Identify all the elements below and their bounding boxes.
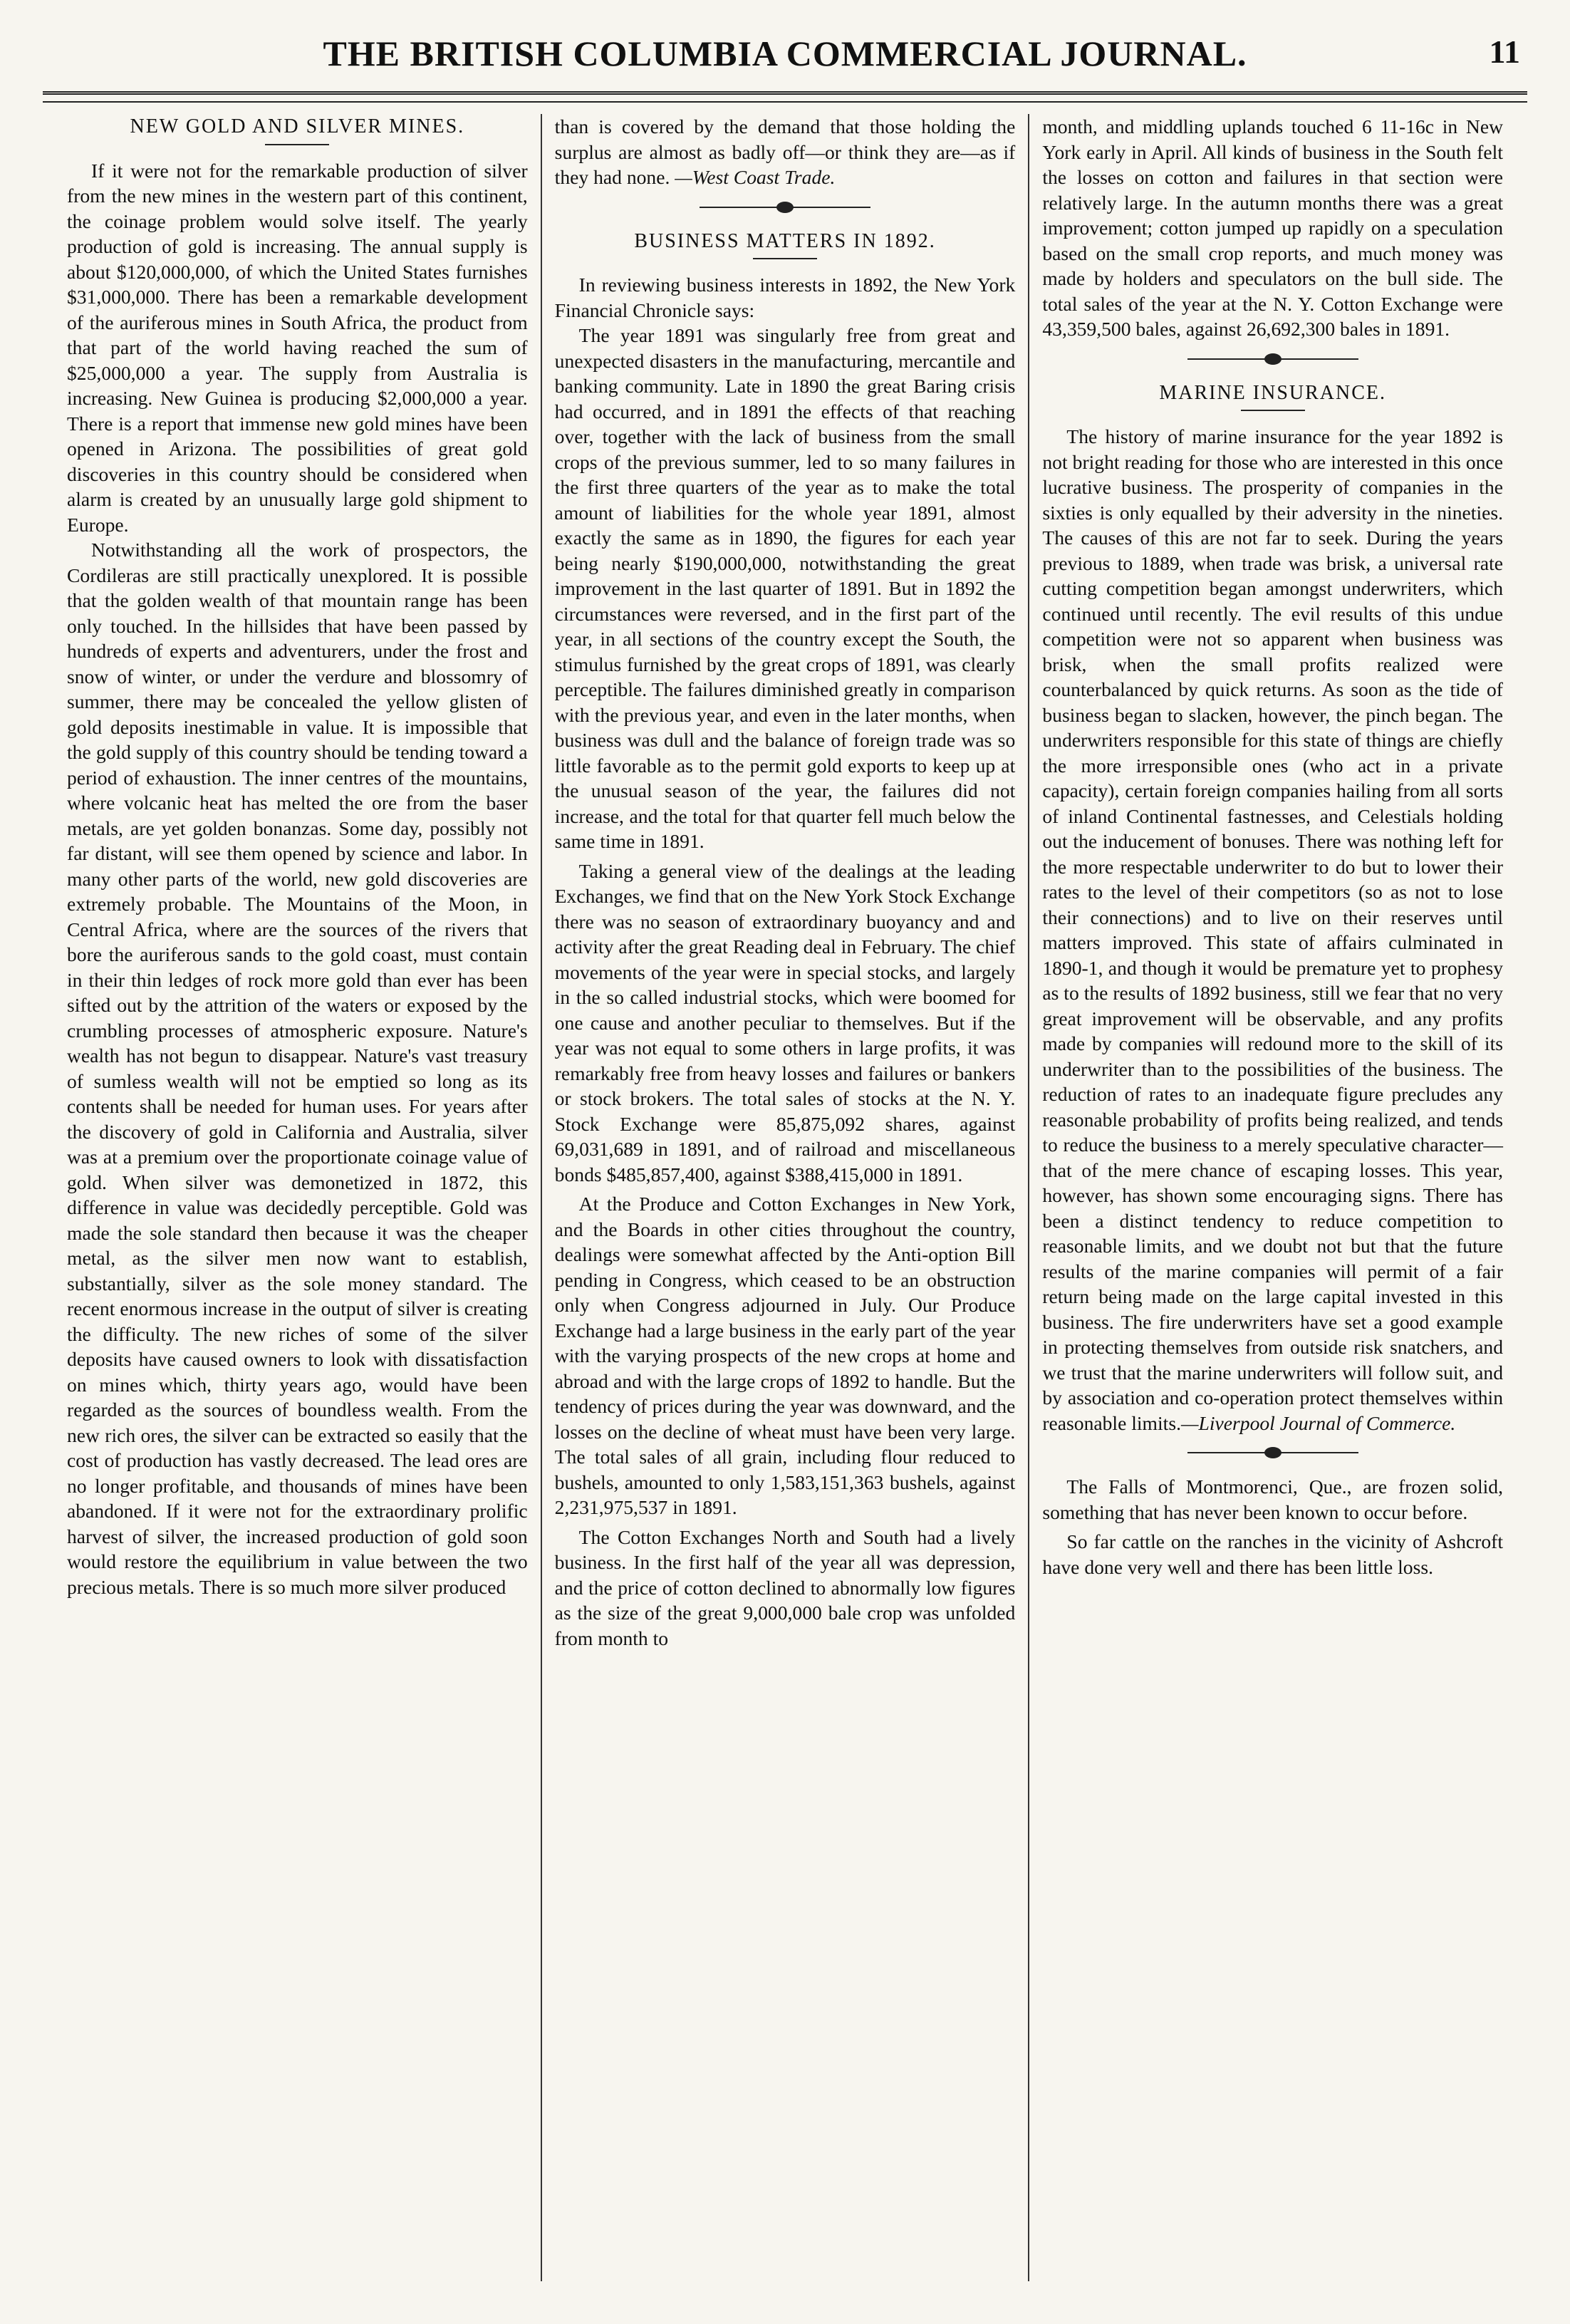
- section-divider-ornament: [700, 200, 870, 214]
- headline-business-matters: BUSINESS MATTERS IN 1892.: [634, 229, 936, 252]
- paragraph: [1042, 424, 1503, 1436]
- continued-text: than is covered by the demand that those holding the surplus are almost as badly off—or think they are—as if they had none.: [554, 115, 1016, 188]
- paragraph: The Falls of Montmorenci, Que., are frozen solid, something that has never been known to occur before.: [1042, 1475, 1504, 1523]
- paragraph-continued: month, and middling uplands touched 6 11-16c in New York early in April. All kinds of business in the South felt the losses on cotton and failures in that section were relatively large. In the autumn months there was a great improvement; cotton jumped up rapidly on a speculation based on the small crop reports, and much money was made by holders and speculators on the bull side. The total sales of the year at the N. Y. Cotton Exchange were 43,359,500 bales, against 26,692,300 bales in 1891.: [1042, 115, 1504, 340]
- source-credit: —Liverpool Journal of Commerce.: [1180, 1411, 1456, 1434]
- source-credit: —West Coast Trade.: [675, 166, 836, 188]
- section-divider-ornament: [1187, 352, 1358, 366]
- paragraph: The Cotton Exchanges North and South had a lively business. In the first half of the year all was depression, and the price of cotton declined to abnormally low figures as the size of the great 9,000,000 bale crop was unfolded from month to: [554, 1525, 1016, 1649]
- paragraph: In reviewing business interests in 1892, the New York Financial Chronicle says:: [554, 274, 1016, 321]
- column-1: [54, 114, 541, 2281]
- paragraph: The year 1891 was singularly free from great and unexpected disasters in the manufacturing, mercantile and banking community. Late in 1890 the great Baring crisis had occurred, and in 1891 the effects of that reaching over, together with the lack of business from the small crops of the previous summer, led to so many failures in the first three quarters of the year as to make the total amount of liabilities for the whole year 1891, almost exactly the same as in 1890, the figures for each year being nearly $190,000,000, notwithstanding the great improvement in the last quarter of 1891. But in 1892 the circumstances were reversed, and in the first part of the year, in all sections of the country except the South, the stimulus furnished by the great crops of 1891, was clearly perceptible. The failures diminished greatly in comparison with the previous year, and even in the later months, when business was dull and the balance of foreign trade was so little favorable as to the permit gold exports to keep up at the unusual season of the year, the failures did not increase, and the total for that quarter fell much below the same time in 1891.: [554, 324, 1016, 852]
- masthead: [43, 26, 1527, 85]
- column-3: [1028, 114, 1516, 2281]
- paragraph: Notwithstanding all the work of prospectors, the Cordileras are still practically unexplored. It is possible that the golden wealth of that mountain range has been only touched. In the hillsides that have been passed by hundreds of experts and adventurers, under the frost and snow of winter, or under the verdure and blossomry of summer, there may be concealed the yellow glisten of gold deposits inestimable in value. It is impossible that the gold supply of this country should be tending toward a period of exhaustion. The inner centres of the mountains, where volcanic heat has melted the ore from the baser metals, are yet golden bonanzas. Some day, possibly not far distant, will see them opened by science and labor. In many other parts of the world, new gold discoveries are extremely probable. The Mountains of the Moon, in Central Africa, where are the sources of the rivers that bore the auriferous sands to the gold coast, must contain in their thin ledges of rock more gold than ever has been sifted out by the attrition of the waters or exposed by the crumbling processes of atmospheric exposure. Nature's wealth has not begun to disappear. Nature's vast treasury of sumless wealth will not be emptied so long as its contents shall be needed for human uses. For years after the discovery of gold in California and Australia, silver was at a premium over the proportionate coinage value of gold. When silver was demonetized in 1872, this difference in value was decidedly perceptible. Gold was made the sole standard then because it was the cheaper metal, as the silver men now want to establish, substantially, silver as the sole money standard. The recent enormous increase in the output of silver is creating the difficulty. The new riches of some of the silver deposits have caused owners to look with dissatisfaction on mines which, thirty years ago, would have been regarded as the sources of boundless wealth. From the new rich ores, the silver can be extracted so easily that the cost of production has vastly decreased. The lead ores are no longer profitable, and thousands of mines have been abandoned. If it were not for the extraordinary prolific harvest of silver, the increased production of gold soon would restore the equilibrium in value between the two precious metals. There is so much more silver produced: [67, 539, 528, 1598]
- headline-rule: [265, 144, 329, 145]
- headline-rule: [1241, 410, 1305, 411]
- paragraph: Taking a general view of the dealings at the leading Exchanges, we find that on the New York Stock Exchange there was no season of extraordinary buoyancy and and activity after the great Reading deal in February. The chief movements of the year were in special stocks, and largely in the so called industrial stocks, which were boomed for one cause and another peculiar to themselves. But if the year was not equal to some others in large profits, it was remarkably free from heavy losses and failures or bankers or stock brokers. The total sales of stocks at the N. Y. Stock Exchange were 85,875,092 shares, against 69,031,689 in 1891, and of railroad and miscellaneous bonds $485,857,400, against $388,415,000 in 1891.: [554, 859, 1016, 1186]
- paragraph: If it were not for the remarkable production of silver from the new mines in the western part of this continent, the coinage problem would solve itself. The yearly production of gold is increasing. The annual supply is about $120,000,000, of which the United States furnishes $31,000,000. There has been a remarkable development of the auriferous mines in South Africa, the product from that part of the world having reached the sum of $25,000,000 a year. The supply from Australia is increasing. New Guinea is producing $2,000,000 a year. There is a report that immense new gold mines have been opened in Arizona. The possibilities of great gold discoveries in this country should be considered when alarm is created by an unusually large gold shipment to Europe.: [67, 159, 528, 536]
- header-rule: [43, 101, 1527, 103]
- headline-gold-silver: NEW GOLD AND SILVER MINES.: [130, 115, 465, 138]
- column-2: [541, 114, 1029, 2281]
- headline-rule: [753, 258, 817, 259]
- headline-marine-insurance: MARINE INSURANCE.: [1159, 381, 1387, 404]
- article-columns: [54, 114, 1516, 2281]
- section-divider-ornament: [1187, 1446, 1358, 1460]
- paragraph: So far cattle on the ranches in the vicinity of Ashcroft have done very well and there has been little loss.: [1042, 1530, 1504, 1578]
- paragraph: At the Produce and Cotton Exchanges in New York, and the Boards in other cities throughout the country, dealings were somewhat affected by the Anti-option Bill pending in Congress, which ceased to be an obstruction only when Congress adjourned in July. Our Produce Exchange had a large business in the early part of the year with the varying prospects of the new crops at home and abroad and with the large crops of 1892 to handle. But the tendency of prices during the year was downward, and the losses on the decline of wheat must have been very large. The total sales of all grain, including flour reduced to bushels, amounted to only 1,583,151,363 bushels, against 2,231,975,537 in 1891.: [554, 1193, 1016, 1518]
- page-number: 11: [1489, 33, 1520, 70]
- paragraph-continued: [555, 114, 1016, 190]
- journal-title: THE BRITISH COLUMBIA COMMERCIAL JOURNAL.: [323, 33, 1247, 73]
- header-double-rule: [43, 91, 1527, 99]
- paragraph-text: The history of marine insurance for the year 1892 is not bright reading for those who are interested in this once lucrative business. The prosperity of companies in the sixties is only equalled by their adversity in the nineties. The causes of this are not far to seek. During the years previous to 1889, when trade was brisk, a universal rate cutting competition began amongst underwriters, which continued until recently. The evil results of this undue competition were not so apparent when business was brisk, when the small profits realized were counterbalanced by quick returns. As soon as the tide of business began to slacken, however, the pinch began. The underwriters responsible for this state of things are chiefly the more irresponsible ones (who act in a private capacity), certain foreign companies hailing from all sorts of inland Continental fastnesses, and Celestials holding out the inducement of bonuses. There was nothing left for the more respectable underwriter to do but to lower their rates to the level of their competitors (so as not to lose their connections) and to live on their reserves until matters improved. This state of affairs culminated in 1890-1, and though it would be premature yet to prophesy as to the results of 1892 business, still we fear that no very great improvement will be observable, and any profits made by companies will redound more to the skill of its underwriter than to the possibilities of the business. The reduction of rates to an inadequate figure precludes any reasonable probability of profits being realized, and tends to reduce the business to a merely speculative character—that of the mere chance of escaping losses. This year, however, has shown some encouraging signs. There has been a distinct tendency to reduce competition to reasonable limits, and we doubt not but that the future results of the marine companies will permit of a fair return being made on the large capital invested in this business. The fire underwriters have set a good example in protecting themselves from outside risk snatchers, and we trust that the marine underwriters will follow suit, and by association and co-operation protect themselves within reasonable limits.: [1042, 425, 1504, 1434]
